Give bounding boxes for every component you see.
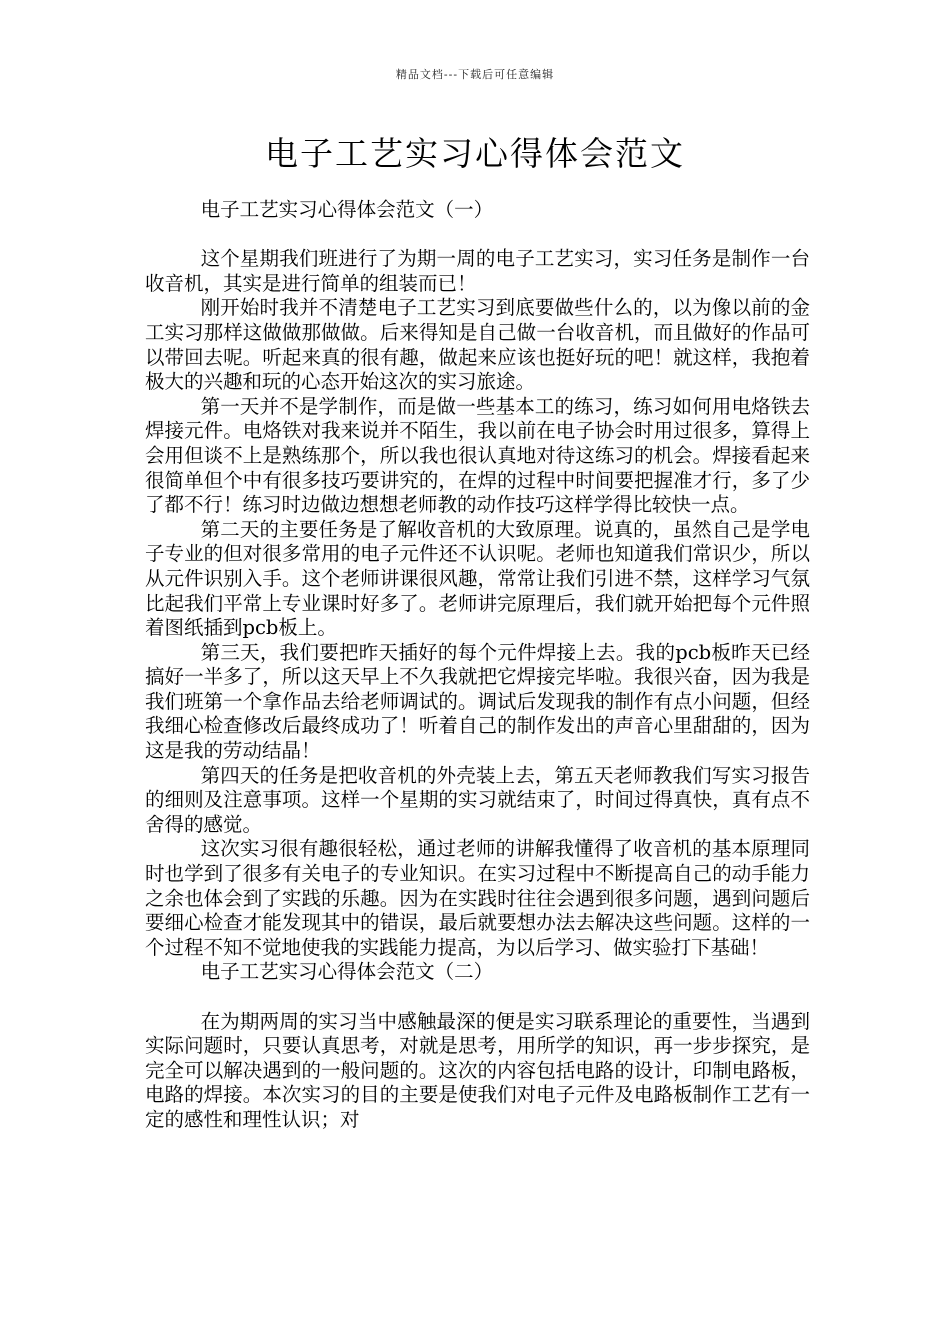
section-heading-1: 电子工艺实习心得体会范文（一）	[200, 198, 494, 221]
paragraph: 这个星期我们班进行了为期一周的电子工艺实习，实习任务是制作一台收音机，其实是进行简单的组装而已！	[145, 247, 810, 295]
document-title: 电子工艺实习心得体会范文	[265, 134, 685, 173]
paragraph: 这次实习很有趣很轻松，通过老师的讲解我懂得了收音机的基本原理同时也学到了很多有关电子的专业知识。在实习过程中不断提高自己的动手能力之余也体会到了实践的乐趣。因为在实践时往往会遇到很多问题，遇到问题后要细心检查才能发现其中的错误，最后就要想办法去解决这些问题。这样的一个过程不知不觉地使我的实践能力提高，为以后学习、做实验打下基础！	[145, 837, 810, 959]
document-body	[145, 198, 810, 1133]
paragraph: 第三天，我们要把昨天插好的每个元件焊接上去。我的pcb板昨天已经搞好一半多了，所以这天早上不久我就把它焊接完毕啦。我很兴奋，因为我是我们班第一个拿作品去给老师调试的。调试后发现我的制作有点小问题，但经我细心检查修改后最终成功了！听着自己的制作发出的声音心里甜甜的，因为这是我的劳动结晶！	[145, 640, 810, 763]
paragraph: 在为期两周的实习当中感触最深的便是实习联系理论的重要性，当遇到实际问题时，只要认真思考，对就是思考，用所学的知识，再一步步探究，是完全可以解决遇到的一般问题的。这次的内容包括电路的设计，印制电路板，电路的焊接。本次实习的目的主要是使我们对电子元件及电路板制作工艺有一定的感性和理性认识；对	[145, 1009, 810, 1131]
paragraph: 第四天的任务是把收音机的外壳装上去，第五天老师教我们写实习报告的细则及注意事项。这样一个星期的实习就结束了，时间过得真快，真有点不舍得的感觉。	[145, 763, 810, 836]
header-note: 精品文档---下载后可任意编辑	[395, 68, 555, 81]
paragraph: 第二天的主要任务是了解收音机的大致原理。说真的，虽然自己是学电子专业的但对很多常用的电子元件还不认识呢。老师也知道我们常识少，所以从元件识别入手。这个老师讲课很风趣，常常让我们引进不禁，这样学习气氛比起我们平常上专业课时好多了。老师讲完原理后，我们就开始把每个元件照着图纸插到pcb板上。	[145, 517, 810, 640]
section-heading-2: 电子工艺实习心得体会范文（二）	[200, 960, 494, 984]
paragraph: 第一天并不是学制作，而是做一些基本工的练习，练习如何用电烙铁去焊接元件。电烙铁对我来说并不陌生，我以前在电子协会时用过很多，算得上会用但谈不上是熟练那个，所以我也很认真地对待这练习的机会。焊接看起来很简单但个中有很多技巧要讲究的，在焊的过程中时间要把握准才行，多了少了都不行！练习时边做边想想老师教的动作技巧这样学得比较快一点。	[145, 394, 810, 517]
paragraph: 刚开始时我并不清楚电子工艺实习到底要做些什么的，以为像以前的金工实习那样这做做那做做。后来得知是自己做一台收音机，而且做好的作品可以带回去呢。听起来真的很有趣，做起来应该也挺好玩的吧！就这样，我抱着极大的兴趣和玩的心态开始这次的实习旅途。	[145, 296, 810, 394]
spacer	[145, 223, 810, 248]
spacer	[145, 985, 810, 1010]
